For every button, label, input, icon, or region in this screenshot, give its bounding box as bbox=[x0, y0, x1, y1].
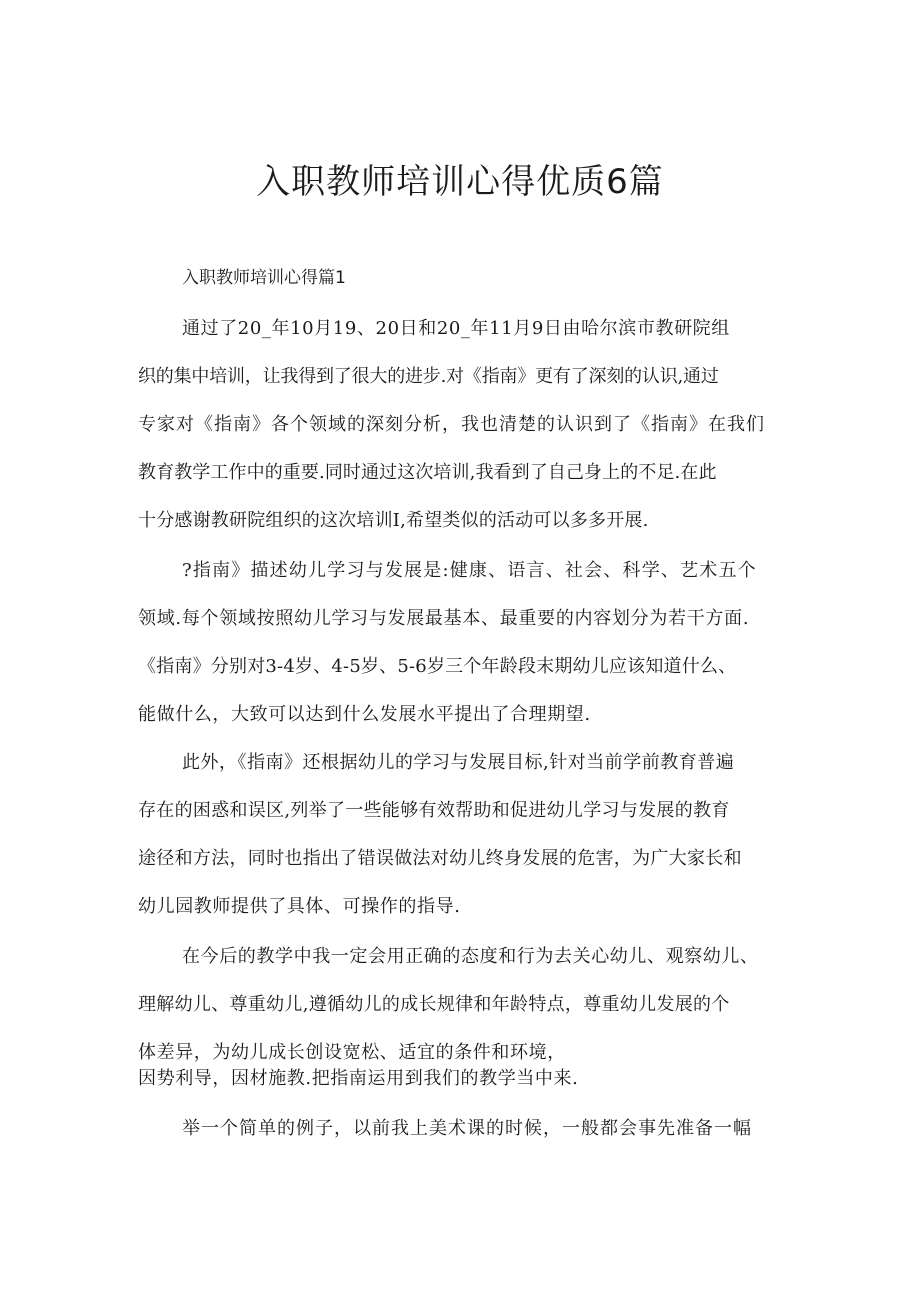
body-line: 织的集中培训，让我得到了很大的进步.对《指南》更有了深刻的认识,通过 bbox=[138, 366, 719, 387]
body-line: 幼儿园教师提供了具体、可操作的指导. bbox=[138, 896, 461, 917]
document-title: 入职教师培训心得优质6篇 bbox=[256, 162, 664, 202]
body-line: 此外，《指南》还根据幼儿的学习与发展目标,针对当前学前教育普遍 bbox=[182, 752, 735, 773]
body-line: 领域.每个领域按照幼儿学习与发展最基本、最重要的内容划分为若干方面. bbox=[138, 608, 750, 629]
body-line: 《指南》分别对3-4岁、4-5岁、5-6岁三个年龄段末期幼儿应该知道什么、 bbox=[138, 656, 737, 677]
body-line: 途径和方法，同时也指出了错误做法对幼儿终身发展的危害，为广大家长和 bbox=[138, 848, 742, 869]
section-heading: 入职教师培训心得篇1 bbox=[182, 268, 346, 288]
body-line: 能做什么，大致可以达到什么发展水平提出了合理期望. bbox=[138, 704, 591, 725]
body-line: 十分感谢教研院组织的这次培训I,希望类似的活动可以多多开展. bbox=[138, 510, 649, 531]
body-line: 在今后的教学中我一定会用正确的态度和行为去关心幼儿、观察幼儿、 bbox=[182, 946, 759, 967]
body-line: 理解幼儿、尊重幼儿,遵循幼儿的成长规律和年龄特点，尊重幼儿发展的个 bbox=[138, 994, 730, 1015]
body-line: 体差异，为幼儿成长创设宽松、适宜的条件和环境， bbox=[138, 1042, 566, 1063]
body-line: 教育教学工作中的重要.同时通过这次培训,我看到了自己身上的不足.在此 bbox=[138, 462, 717, 483]
body-line: ?指南》描述幼儿学习与发展是:健康、语言、社会、科学、艺术五个 bbox=[182, 560, 757, 581]
body-line: 举一个简单的例子，以前我上美术课的时候，一般都会事先准备一幅 bbox=[182, 1118, 752, 1139]
body-line: 因势利导，因材施教.把指南运用到我们的教学当中来. bbox=[138, 1068, 579, 1089]
body-line: 存在的困惑和误区,列举了一些能够有效帮助和促进幼儿学习与发展的教育 bbox=[138, 800, 730, 821]
body-line: 通过了20_年10月19、20日和20_年11月9日由哈尔滨市教研院组 bbox=[182, 318, 730, 339]
body-line: 专家对《指南》各个领域的深刻分析，我也清楚的认识到了《指南》在我们 bbox=[138, 414, 765, 435]
